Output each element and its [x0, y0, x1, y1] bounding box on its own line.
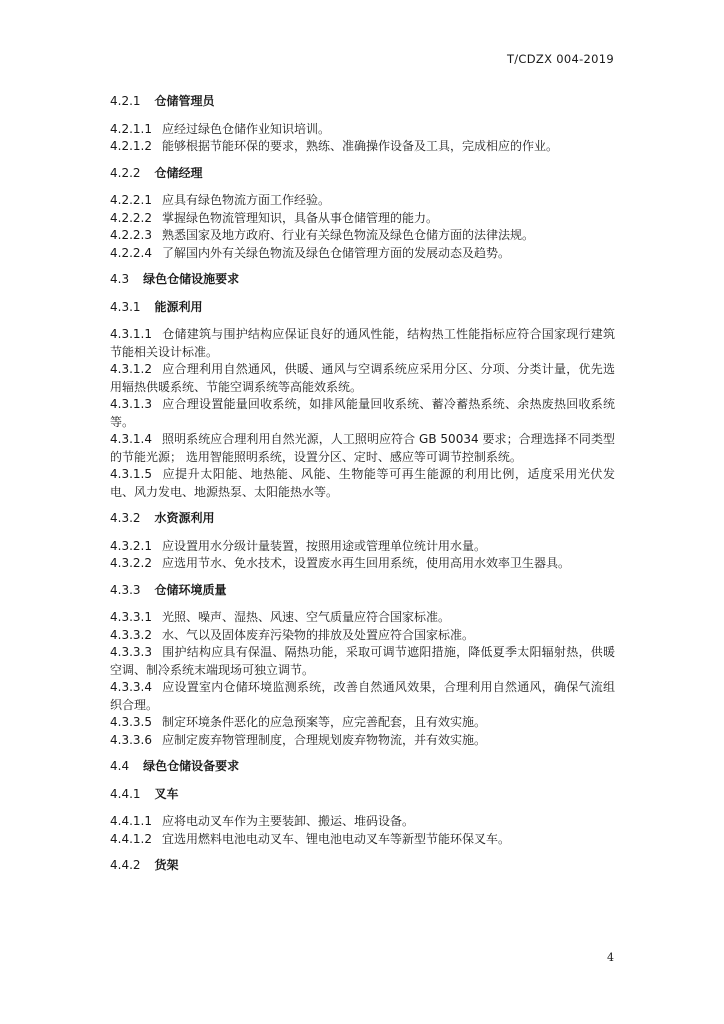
- clause-number: 4.3: [110, 272, 130, 286]
- clause-number: 4.3.1.5: [110, 467, 152, 481]
- clause-text: 熟悉国家及地方政府、行业有关绿色物流及绿色仓储方面的法律法规。: [161, 228, 534, 242]
- clause-text: 应具有绿色物流方面工作经验。: [161, 193, 330, 207]
- heading-text: 能源利用: [154, 299, 203, 314]
- clause-number: 4.3.3.2: [110, 627, 152, 642]
- clause-number: 4.2.2.2: [110, 210, 152, 225]
- clause-paragraph: [110, 644, 615, 679]
- clause-paragraph: [110, 361, 615, 396]
- section-heading: [110, 786, 615, 804]
- clause-text: 光照、噪声、湿热、风速、空气质量应符合国家标准。: [161, 610, 450, 624]
- section-heading: [110, 271, 615, 289]
- clause-number: 4.3.3.1: [110, 610, 152, 624]
- heading-text: 货架: [154, 858, 179, 872]
- clause-paragraph: [110, 210, 615, 228]
- clause-text: 水、气以及固体废弃污染物的排放及处置应符合国家标准。: [161, 627, 474, 642]
- clause-text: 照明系统应合理利用自然光源，人工照明应符合 GB 50034 要求；合理选择不同类型的节能光源； 选用智能照明系统，设置分区、定时、感应等可调节控制系统。: [110, 432, 615, 464]
- clause-number: 4.2.2.4: [110, 245, 152, 260]
- clause-number: 4.3.3: [110, 582, 141, 597]
- clause-number: 4.2.1: [110, 94, 141, 108]
- section-heading: [110, 857, 615, 875]
- clause-text: 宜选用燃料电池电动叉车、锂电池电动叉车等新型节能环保叉车。: [161, 831, 510, 846]
- document-body: [110, 84, 615, 885]
- clause-number: 4.3.1.4: [110, 432, 152, 446]
- heading-text: 叉车: [154, 786, 179, 801]
- clause-number: 4.2.2.3: [110, 228, 152, 242]
- clause-text: 应经过绿色仓储作业知识培训。: [161, 121, 330, 136]
- clause-number: 4.4.1.1: [110, 814, 152, 828]
- clause-text: 应设置室内仓储环境监测系统，改善自然通风效果，合理利用自然通风，确保气流组织合理。: [110, 680, 615, 712]
- clause-number: 4.2.1.1: [110, 121, 152, 136]
- section-heading: [110, 165, 615, 183]
- heading-text: 仓储环境质量: [154, 582, 227, 597]
- clause-number: 4.2.1.2: [110, 139, 152, 153]
- clause-paragraph: [110, 396, 615, 431]
- clause-text: 应选用节水、免水技术，设置废水再生回用系统，使用高用水效率卫生器具。: [161, 556, 570, 570]
- clause-paragraph: [110, 431, 615, 466]
- section-heading: [110, 510, 615, 528]
- clause-text: 应合理设置能量回收系统，如排风能量回收系统、蓄冷蓄热系统、余热废热回收系统等。: [110, 397, 615, 429]
- clause-number: 4.3.2.1: [110, 538, 152, 553]
- clause-paragraph: [110, 831, 615, 849]
- heading-text: 仓储管理员: [154, 94, 215, 108]
- clause-number: 4.3.1.3: [110, 397, 152, 411]
- heading-text: 绿色仓储设施要求: [143, 272, 240, 286]
- clause-paragraph: [110, 627, 615, 645]
- clause-text: 应设置用水分级计量装置，按照用途或管理单位统计用水量。: [161, 538, 486, 553]
- clause-text: 了解国内外有关绿色物流及绿色仓储管理方面的发展动态及趋势。: [161, 245, 510, 260]
- heading-text: 水资源利用: [154, 511, 215, 525]
- clause-paragraph: [110, 192, 615, 210]
- clause-text: 应制定废弃物管理制度，合理规划废弃物物流，并有效实施。: [161, 732, 486, 747]
- clause-paragraph: [110, 813, 615, 831]
- clause-number: 4.3.3.6: [110, 732, 152, 747]
- clause-paragraph: [110, 714, 615, 732]
- clause-number: 4.4.1.2: [110, 831, 152, 846]
- clause-paragraph: [110, 245, 615, 263]
- clause-paragraph: [110, 326, 615, 361]
- heading-text: 仓储经理: [154, 165, 203, 180]
- clause-number: 4.4.1: [110, 786, 141, 801]
- page-number: 4: [607, 951, 614, 964]
- heading-text: 绿色仓储设备要求: [143, 759, 240, 773]
- clause-text: 围护结构应具有保温、隔热功能，采取可调节遮阳措施，降低夏季太阳辐射热，供暖空调、制冷系统末端现场可独立调节。: [110, 645, 615, 677]
- clause-number: 4.3.3.5: [110, 715, 152, 729]
- clause-number: 4.2.2: [110, 165, 141, 180]
- section-heading: [110, 299, 615, 317]
- clause-paragraph: [110, 679, 615, 714]
- clause-paragraph: [110, 121, 615, 139]
- clause-paragraph: [110, 609, 615, 627]
- clause-text: 制定环境条件恶化的应急预案等，应完善配套，且有效实施。: [161, 715, 486, 729]
- clause-number: 4.2.2.1: [110, 193, 152, 207]
- clause-paragraph: [110, 555, 615, 573]
- clause-number: 4.3.1.1: [110, 327, 152, 341]
- clause-number: 4.3.1: [110, 299, 141, 314]
- clause-paragraph: [110, 466, 615, 501]
- clause-text: 应将电动叉车作为主要装卸、搬运、堆码设备。: [161, 814, 414, 828]
- section-heading: [110, 758, 615, 776]
- clause-text: 能够根据节能环保的要求，熟练、准确操作设备及工具，完成相应的作业。: [161, 139, 558, 153]
- clause-number: 4.3.3.4: [110, 680, 152, 694]
- clause-number: 4.4.2: [110, 858, 141, 872]
- document-number: T/CDZX 004-2019: [506, 52, 614, 66]
- clause-paragraph: [110, 138, 615, 156]
- clause-number: 4.3.2: [110, 511, 141, 525]
- clause-paragraph: [110, 227, 615, 245]
- clause-text: 仓储建筑与围护结构应保证良好的通风性能，结构热工性能指标应符合国家现行建筑节能相关设计标准。: [110, 327, 615, 359]
- section-heading: [110, 93, 615, 111]
- clause-text: 应合理利用自然通风，供暖、通风与空调系统应采用分区、分项、分类计量，优先选用辐热供暖系统、节能空调系统等高能效系统。: [110, 362, 615, 394]
- clause-number: 4.3.1.2: [110, 362, 152, 376]
- clause-paragraph: [110, 538, 615, 556]
- clause-paragraph: [110, 732, 615, 750]
- clause-number: 4.3.3.3: [110, 645, 152, 659]
- clause-number: 4.4: [110, 759, 130, 773]
- clause-text: 掌握绿色物流管理知识，具备从事仓储管理的能力。: [161, 210, 438, 225]
- clause-number: 4.3.2.2: [110, 556, 152, 570]
- section-heading: [110, 582, 615, 600]
- clause-text: 应提升太阳能、地热能、风能、生物能等可再生能源的利用比例，适度采用光伏发电、风力发电、地源热泵、太阳能热水等。: [110, 467, 615, 499]
